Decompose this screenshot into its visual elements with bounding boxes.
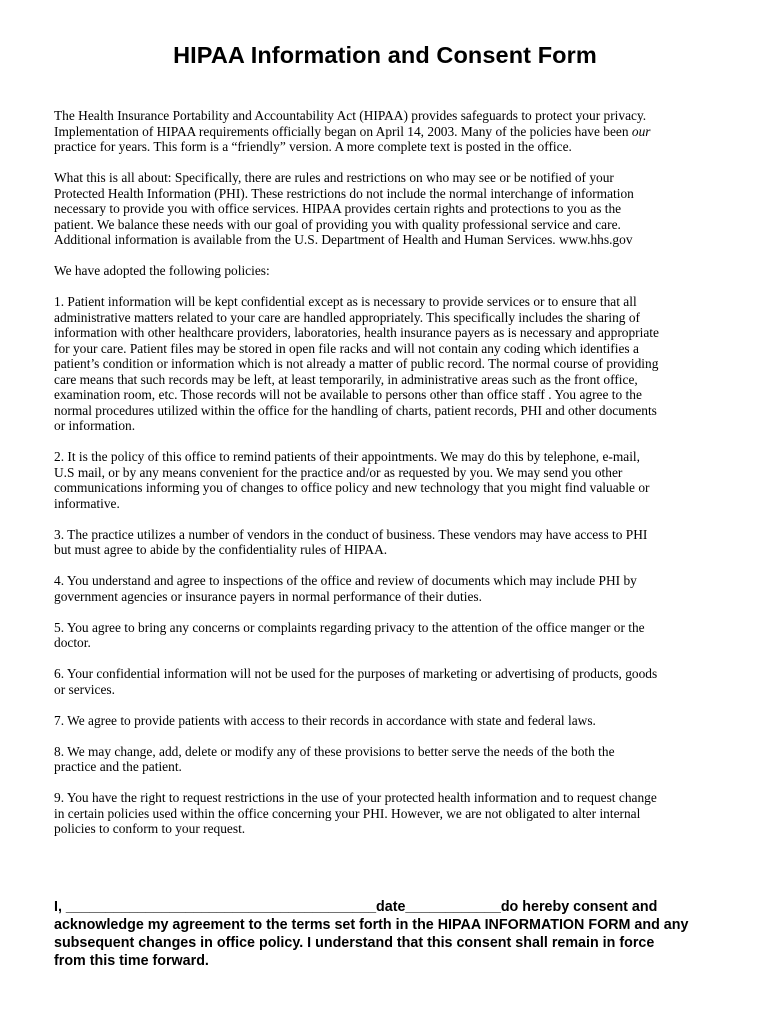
text-line: normal procedures utilized within the office for the handling of charts, patient records, PHI and other documents bbox=[54, 402, 657, 418]
text-line: Additional information is available from the U.S. Department of Health and Human Services. www.hhs.gov bbox=[54, 232, 633, 247]
text-line: examination room, etc. Those records will not be available to persons other than office staff . You agree to the bbox=[54, 387, 642, 402]
text-line: patient. We balance these needs with our goal of providing you with quality professional service and care. bbox=[54, 216, 621, 232]
form-title: HIPAA Information and Consent Form bbox=[173, 42, 597, 68]
text-line: 3. The practice utilizes a number of vendors in the conduct of business. These vendors may have access to PHI bbox=[54, 526, 648, 542]
consent-statement bbox=[54, 898, 734, 970]
text-line: patient’s condition or information which is not already a matter of public record. The normal course of providing bbox=[54, 356, 659, 371]
intro-paragraph-2 bbox=[54, 170, 694, 248]
text-line: 2. It is the policy of this office to remind patients of their appointments. We may do this by telephone, e-mail, bbox=[54, 449, 641, 464]
text-line: but must agree to abide by the confidentiality rules of HIPAA. bbox=[54, 542, 388, 557]
text-line: from this time forward. bbox=[54, 953, 209, 969]
text-line: U.S mail, or by any means convenient for the practice and/or as requested by you. We may send you other bbox=[54, 464, 623, 480]
text-line: practice for years. This form is a “friendly” version. A more complete text is posted in the office. bbox=[54, 139, 572, 154]
text-line: government agencies or insurance payers in normal performance of their duties. bbox=[54, 588, 482, 604]
policy-5 bbox=[54, 620, 694, 651]
text-line: or information. bbox=[54, 418, 136, 433]
text-line: in certain policies used within the office concerning your PHI. However, we are not obligated to alter internal bbox=[54, 805, 641, 821]
text-line: or services. bbox=[54, 681, 115, 697]
policy-9 bbox=[54, 790, 694, 837]
text-line: informative. bbox=[54, 495, 120, 511]
text-line: doctor. bbox=[54, 635, 91, 650]
policy-4 bbox=[54, 573, 694, 604]
form-body bbox=[54, 108, 694, 852]
text-line: practice and the patient. bbox=[54, 759, 182, 774]
text-line: 9. You have the right to request restrictions in the use of your protected health information and to request change bbox=[54, 790, 657, 805]
text-line: for your care. Patient files may be stored in open file racks and will not contain any coding which identifies a bbox=[54, 340, 639, 356]
text-line: 1. Patient information will be kept confidential except as is necessary to provide services or to ensure that all bbox=[54, 294, 637, 309]
text-segment: Implementation of HIPAA requirements officially began on April 14, 2003. Many of the policies have been bbox=[54, 123, 632, 139]
text-line: 7. We agree to provide patients with access to their records in accordance with state and federal laws. bbox=[54, 712, 596, 728]
text-line: 8. We may change, add, delete or modify any of these provisions to better serve the needs of the both the bbox=[54, 743, 615, 759]
policy-7 bbox=[54, 713, 694, 729]
intro-paragraph-1 bbox=[54, 108, 694, 155]
text-line: care means that such records may be left, at least temporarily, in administrative areas such as the front office, bbox=[54, 371, 638, 387]
policy-3 bbox=[54, 527, 694, 558]
text-line: subsequent changes in office policy. I understand that this consent shall remain in force bbox=[54, 935, 655, 951]
intro-paragraph-3 bbox=[54, 263, 694, 279]
text-line bbox=[54, 124, 694, 140]
text-line: We have adopted the following policies: bbox=[54, 263, 270, 278]
policy-2 bbox=[54, 449, 694, 511]
text-line: information with other healthcare providers, laboratories, health insurance payers as is necessary and appropriate bbox=[54, 325, 659, 340]
text-line: administrative matters related to your care are handled appropriately. This specifically includes the sharing of bbox=[54, 309, 640, 325]
text-line: necessary to provide you with office services. HIPAA provides certain rights and protections to you as the bbox=[54, 201, 622, 216]
text-line: acknowledge my agreement to the terms set forth in the HIPAA INFORMATION FORM and any bbox=[54, 917, 689, 933]
text-line: communications informing you of changes to office policy and new technology that you might find valuable or bbox=[54, 480, 650, 495]
text-line: 4. You understand and agree to inspections of the office and review of documents which may include PHI by bbox=[54, 573, 637, 588]
text-line: 6. Your confidential information will not be used for the purposes of marketing or advertising of products, goods bbox=[54, 666, 658, 681]
consent-signature-line[interactable]: I, _______________________________________date____________do hereby consent and bbox=[54, 899, 658, 915]
policy-6 bbox=[54, 666, 694, 697]
policy-8 bbox=[54, 744, 694, 775]
text-line: The Health Insurance Portability and Accountability Act (HIPAA) provides safeguards to protect your privacy. bbox=[54, 108, 647, 123]
text-line: 5. You agree to bring any concerns or complaints regarding privacy to the attention of the office manger or the bbox=[54, 619, 645, 635]
text-line: What this is all about: Specifically, there are rules and restrictions on who may see or be notified of your bbox=[54, 170, 614, 185]
emphasis-text: our bbox=[631, 123, 651, 139]
policy-1 bbox=[54, 294, 694, 434]
text-line: policies to conform to your request. bbox=[54, 821, 246, 836]
text-line: Protected Health Information (PHI). These restrictions do not include the normal interchange of information bbox=[54, 185, 634, 201]
